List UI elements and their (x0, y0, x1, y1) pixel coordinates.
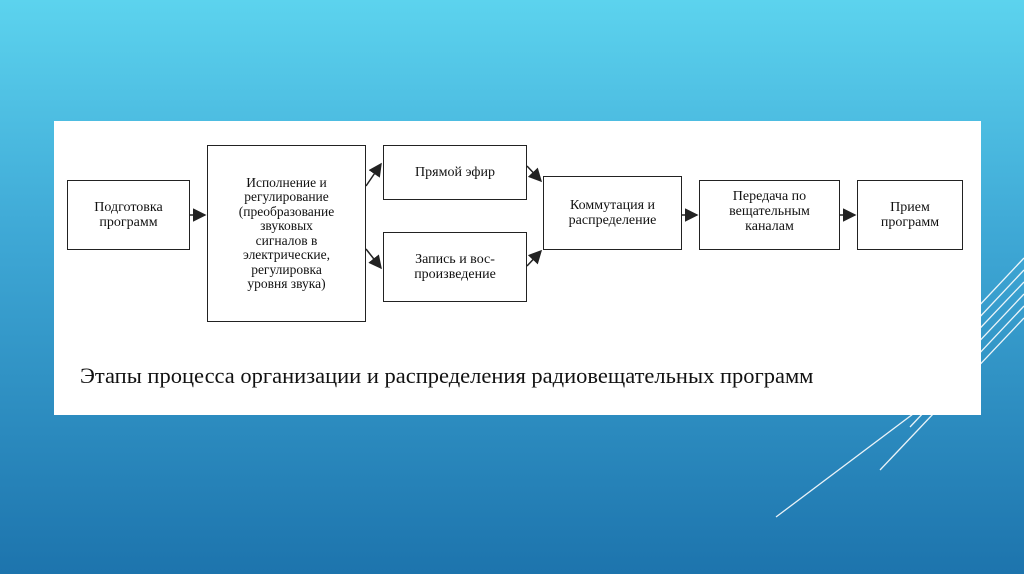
arrow-record-to-switch (527, 251, 541, 266)
arrow-perform-to-record (366, 249, 381, 268)
box-recording-playback: Запись и вос- произведение (383, 232, 527, 302)
box-program-reception: Прием программ (857, 180, 963, 250)
arrow-live-to-switch (527, 166, 541, 181)
box-performance-regulation: Исполнение и регулирование (преобразование звуковых сигналов в электрические, регулировка уровня звука) (207, 145, 366, 322)
diagram-panel (54, 121, 981, 415)
box-program-preparation: Подготовка программ (67, 180, 190, 250)
box-live-broadcast: Прямой эфир (383, 145, 527, 200)
box-transmission-channels: Передача по вещательным каналам (699, 180, 840, 250)
diagram-caption: Этапы процесса организации и распределения радиовещательных программ (80, 363, 814, 388)
box-switching-distribution: Коммутация и распределение (543, 176, 682, 250)
arrow-perform-to-live (366, 164, 381, 186)
